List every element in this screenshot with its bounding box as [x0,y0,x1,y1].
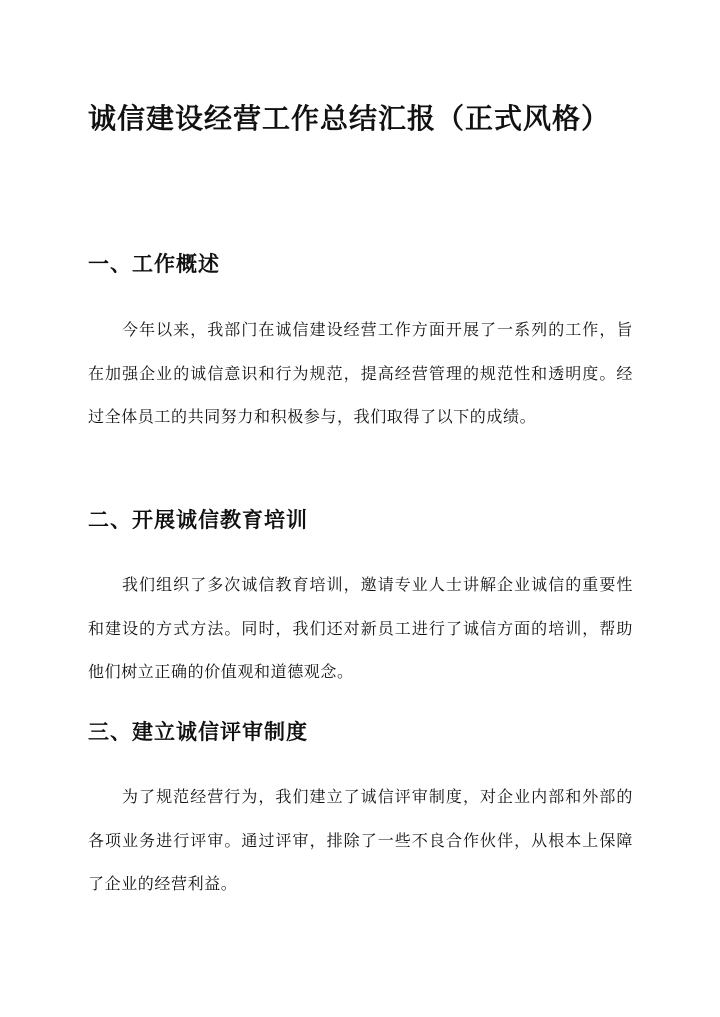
section-body-training: 我们组织了多次诚信教育培训，邀请专业人士讲解企业诚信的重要性和建设的方式方法。同时，我们还对新员工进行了诚信方面的培训，帮助他们树立正确的价值观和道德观念。 [88,575,633,681]
section-heading-training: 二、开展诚信教育培训 [88,507,308,532]
section-body-overview: 今年以来，我部门在诚信建设经营工作方面开展了一系列的工作，旨在加强企业的诚信意识和行为规范，提高经营管理的规范性和透明度。经过全体员工的共同努力和积极参与，我们取得了以下的成绩。 [88,320,633,426]
section-body-review-system: 为了规范经营行为，我们建立了诚信评审制度，对企业内部和外部的各项业务进行评审。通过评审，排除了一些不良合作伙伴，从根本上保障了企业的经营利益。 [88,787,633,893]
document-title: 诚信建设经营工作总结汇报（正式风格） [88,102,611,135]
section-heading-review-system: 三、建立诚信评审制度 [88,719,308,744]
section-heading-overview: 一、工作概述 [88,251,220,276]
